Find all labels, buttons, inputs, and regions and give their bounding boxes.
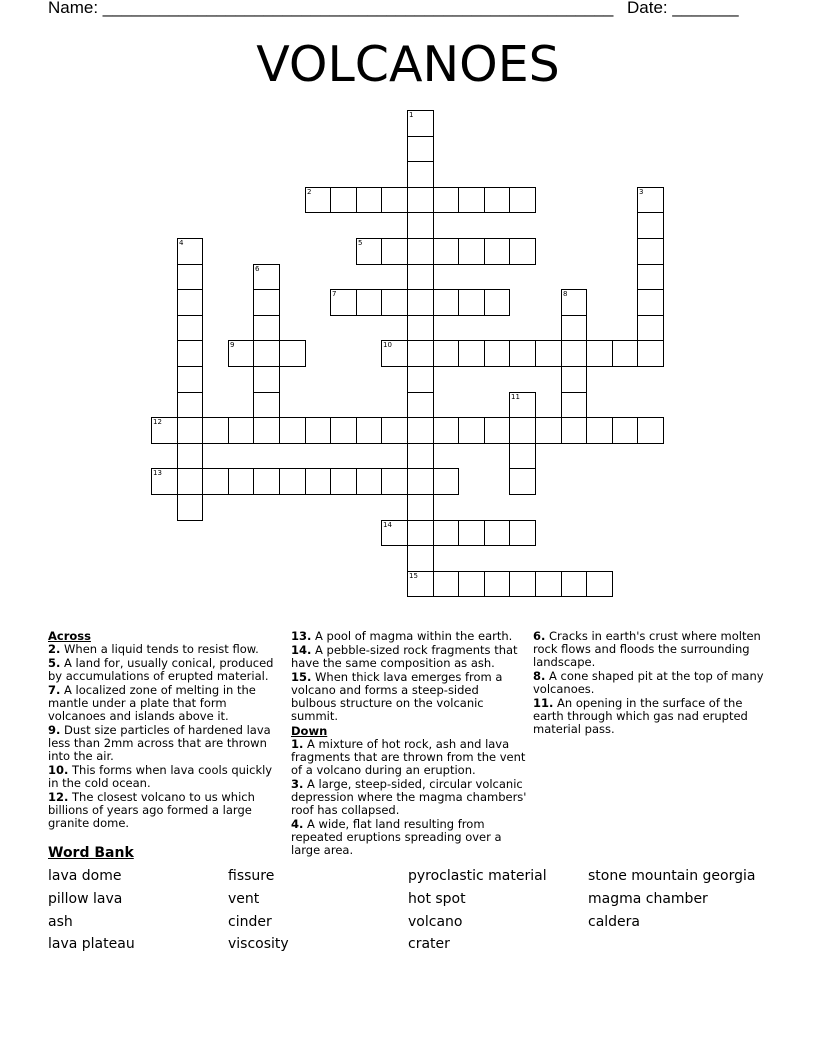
clue-across-2: 2. When a liquid tends to resist flow. xyxy=(48,642,259,656)
crossword-cell[interactable] xyxy=(228,468,254,495)
clue-number: 5 xyxy=(358,239,363,247)
clue-number: 1 xyxy=(409,111,414,119)
crossword-cell[interactable] xyxy=(433,340,459,367)
name-field-label: Name: ______________________________________________________ xyxy=(48,0,614,17)
clue-down-1: 1. A mixture of hot rock, ash and lava fragments that are thrown from the vent of a volcano during an eruption. xyxy=(291,737,526,777)
crossword-cell[interactable] xyxy=(433,417,459,444)
crossword-cell[interactable] xyxy=(535,571,562,597)
clue-number: 12 xyxy=(153,418,162,426)
crossword-cell[interactable] xyxy=(151,468,178,495)
crossword-cell[interactable] xyxy=(305,187,331,213)
crossword-cell[interactable] xyxy=(509,392,536,418)
crossword-cell[interactable] xyxy=(356,417,382,444)
clue-number: 3 xyxy=(639,188,644,196)
crossword-cell[interactable] xyxy=(509,238,536,265)
crossword-cell[interactable] xyxy=(381,340,408,367)
crossword-cell[interactable] xyxy=(561,289,587,316)
crossword-cell[interactable] xyxy=(509,571,536,597)
crossword-cell[interactable] xyxy=(509,520,536,546)
crossword-cell[interactable] xyxy=(202,417,229,444)
clue-number: 9 xyxy=(230,341,235,349)
crossword-cell[interactable] xyxy=(407,392,434,418)
crossword-cell[interactable] xyxy=(381,417,408,444)
down-heading: Down xyxy=(291,724,328,738)
crossword-cell[interactable] xyxy=(637,187,664,213)
crossword-cell[interactable] xyxy=(177,392,203,418)
crossword-cell[interactable] xyxy=(356,187,382,213)
crossword-cell[interactable] xyxy=(484,289,510,316)
crossword-cell[interactable] xyxy=(356,238,382,265)
crossword-cell[interactable] xyxy=(637,238,664,265)
crossword-cell[interactable] xyxy=(637,315,664,341)
crossword-cell[interactable] xyxy=(407,289,434,316)
crossword-cell[interactable] xyxy=(177,238,203,265)
crossword-cell[interactable] xyxy=(330,187,357,213)
crossword-cell[interactable] xyxy=(177,315,203,341)
crossword-cell[interactable] xyxy=(330,289,357,316)
crossword-cell[interactable] xyxy=(228,417,254,444)
crossword-cell[interactable] xyxy=(433,289,459,316)
crossword-cell[interactable] xyxy=(407,187,434,213)
crossword-cell[interactable] xyxy=(253,340,280,367)
crossword-cell[interactable] xyxy=(509,187,536,213)
word-bank-item: ash xyxy=(48,914,73,930)
crossword-cell[interactable] xyxy=(330,468,357,495)
crossword-cell[interactable] xyxy=(484,417,510,444)
crossword-cell[interactable] xyxy=(228,340,254,367)
clue-number: 6 xyxy=(255,265,260,273)
crossword-cell[interactable] xyxy=(407,315,434,341)
word-bank-item: lava plateau xyxy=(48,936,135,952)
crossword-cell[interactable] xyxy=(407,366,434,393)
crossword-cell[interactable] xyxy=(177,417,203,444)
clue-number: 7 xyxy=(332,290,337,298)
crossword-cell[interactable] xyxy=(433,187,459,213)
clue-across-10: 10. This forms when lava cools quickly in the cold ocean. xyxy=(48,763,273,790)
clue-number: 11 xyxy=(511,393,520,401)
crossword-cell[interactable] xyxy=(509,340,536,367)
clue-number: 15 xyxy=(409,572,418,580)
clue-across-12: 12. The closest volcano to us which billions of years ago formed a large granite dome. xyxy=(48,790,255,830)
crossword-cell[interactable] xyxy=(407,238,434,265)
clue-across-7: 7. A localized zone of melting in the mantle under a plate that form volcanoes and islands above it. xyxy=(48,683,256,723)
clue-across-5: 5. A land for, usually conical, produced by accumulations of erupted material. xyxy=(48,656,274,683)
crossword-cell[interactable] xyxy=(458,238,485,265)
word-bank-item: hot spot xyxy=(408,891,466,907)
crossword-cell[interactable] xyxy=(381,238,408,265)
crossword-cell[interactable] xyxy=(407,264,434,290)
crossword-cell[interactable] xyxy=(484,187,510,213)
crossword-cell[interactable] xyxy=(407,161,434,188)
crossword-cell[interactable] xyxy=(330,417,357,444)
clue-across-15: 15. When thick lava emerges from a volcano and forms a steep-sided bulbous structure on the volcanic summit. xyxy=(291,670,503,723)
crossword-cell[interactable] xyxy=(458,571,485,597)
clue-number: 10 xyxy=(383,341,392,349)
crossword-cell[interactable] xyxy=(612,340,638,367)
crossword-cell[interactable] xyxy=(484,571,510,597)
clue-number: 4 xyxy=(179,239,184,247)
crossword-cell[interactable] xyxy=(253,417,280,444)
crossword-cell[interactable] xyxy=(381,289,408,316)
crossword-cell[interactable] xyxy=(253,315,280,341)
crossword-cell[interactable] xyxy=(433,520,459,546)
crossword-cell[interactable] xyxy=(433,571,459,597)
crossword-cell[interactable] xyxy=(356,289,382,316)
crossword-cell[interactable] xyxy=(612,417,638,444)
clue-down-4: 4. A wide, flat land resulting from repeated eruptions spreading over a large area. xyxy=(291,817,502,857)
word-bank-item: stone mountain georgia xyxy=(588,868,756,884)
crossword-cell[interactable] xyxy=(535,340,562,367)
word-bank-title: Word Bank xyxy=(48,845,134,861)
crossword-cell[interactable] xyxy=(177,366,203,393)
clue-number: 8 xyxy=(563,290,568,298)
crossword-cell[interactable] xyxy=(407,136,434,162)
crossword-cell[interactable] xyxy=(381,520,408,546)
crossword-cell[interactable] xyxy=(458,520,485,546)
clue-across-9: 9. Dust size particles of hardened lava less than 2mm across that are thrown into the air. xyxy=(48,723,271,763)
crossword-cell[interactable] xyxy=(484,520,510,546)
crossword-cell[interactable] xyxy=(177,289,203,316)
across-heading: Across xyxy=(48,629,91,643)
clue-down-8: 8. A cone shaped pit at the top of many volcanoes. xyxy=(533,669,764,696)
crossword-cell[interactable] xyxy=(458,340,485,367)
crossword-cell[interactable] xyxy=(509,417,536,444)
clue-down-6: 6. Cracks in earth's crust where molten rock flows and floods the surrounding landscape. xyxy=(533,629,761,669)
crossword-cell[interactable] xyxy=(253,289,280,316)
crossword-cell[interactable] xyxy=(561,315,587,341)
word-bank-item: vent xyxy=(228,891,260,907)
crossword-cell[interactable] xyxy=(509,443,536,469)
crossword-cell[interactable] xyxy=(305,417,331,444)
crossword-cell[interactable] xyxy=(458,187,485,213)
crossword-cell[interactable] xyxy=(535,417,562,444)
word-bank-item: caldera xyxy=(588,914,641,930)
crossword-cell[interactable] xyxy=(407,417,434,444)
crossword-cell[interactable] xyxy=(253,366,280,393)
crossword-cell[interactable] xyxy=(637,212,664,239)
word-bank-item: pyroclastic material xyxy=(408,868,547,884)
clue-down-11: 11. An opening in the surface of the earth through which gas nad erupted material pass. xyxy=(533,696,748,736)
word-bank-item: crater xyxy=(408,936,450,952)
crossword-cell[interactable] xyxy=(279,417,306,444)
clues-column-3 xyxy=(533,630,769,737)
crossword-cell[interactable] xyxy=(586,417,613,444)
word-bank-item: volcano xyxy=(408,914,463,930)
date-field-label: Date: _______ xyxy=(627,0,739,17)
crossword-cell[interactable] xyxy=(407,110,434,137)
crossword-cell[interactable] xyxy=(177,443,203,469)
word-bank-item: fissure xyxy=(228,868,275,884)
crossword-cell[interactable] xyxy=(407,520,434,546)
crossword-cell[interactable] xyxy=(177,468,203,495)
word-bank-item: pillow lava xyxy=(48,891,123,907)
crossword-cell[interactable] xyxy=(637,264,664,290)
crossword-cell[interactable] xyxy=(177,340,203,367)
crossword-cell[interactable] xyxy=(407,545,434,572)
crossword-cell[interactable] xyxy=(279,468,306,495)
crossword-cell[interactable] xyxy=(637,340,664,367)
crossword-cell[interactable] xyxy=(637,289,664,316)
crossword-cell[interactable] xyxy=(407,443,434,469)
crossword-cell[interactable] xyxy=(637,417,664,444)
crossword-cell[interactable] xyxy=(177,494,203,521)
clues-column-1 xyxy=(48,628,284,831)
word-bank-item: magma chamber xyxy=(588,891,708,907)
crossword-cell[interactable] xyxy=(407,494,434,521)
crossword-cell[interactable] xyxy=(407,571,434,597)
crossword-cell[interactable] xyxy=(586,571,613,597)
crossword-cell[interactable] xyxy=(561,392,587,418)
crossword-cell[interactable] xyxy=(253,392,280,418)
crossword-cell[interactable] xyxy=(407,468,434,495)
crossword-cell[interactable] xyxy=(458,417,485,444)
crossword-cell[interactable] xyxy=(433,238,459,265)
crossword-cell[interactable] xyxy=(381,468,408,495)
crossword-cell[interactable] xyxy=(177,264,203,290)
clue-across-14: 14. A pebble-sized rock fragments that have the same composition as ash. xyxy=(291,643,518,670)
clue-number: 14 xyxy=(383,521,392,529)
crossword-cell[interactable] xyxy=(433,468,459,495)
clue-number: 2 xyxy=(307,188,312,196)
crossword-cell[interactable] xyxy=(586,340,613,367)
crossword-cell[interactable] xyxy=(561,571,587,597)
crossword-cell[interactable] xyxy=(484,340,510,367)
crossword-cell[interactable] xyxy=(202,468,229,495)
clue-number: 13 xyxy=(153,469,162,477)
crossword-cell[interactable] xyxy=(407,212,434,239)
crossword-cell[interactable] xyxy=(381,187,408,213)
crossword-cell[interactable] xyxy=(458,289,485,316)
word-bank-item: lava dome xyxy=(48,868,122,884)
clue-down-3: 3. A large, steep-sided, circular volcanic depression where the magma chambers' roof has collapsed. xyxy=(291,777,527,817)
crossword-cell[interactable] xyxy=(561,340,587,367)
crossword-cell[interactable] xyxy=(561,366,587,393)
crossword-cell[interactable] xyxy=(356,468,382,495)
crossword-cell[interactable] xyxy=(305,468,331,495)
crossword-cell[interactable] xyxy=(279,340,306,367)
crossword-cell[interactable] xyxy=(151,417,178,444)
crossword-cell[interactable] xyxy=(561,417,587,444)
crossword-cell[interactable] xyxy=(253,468,280,495)
page-title: VOLCANOES xyxy=(256,36,560,93)
clue-across-13: 13. A pool of magma within the earth. xyxy=(291,629,513,643)
clues-column-2 xyxy=(291,630,527,858)
crossword-cell[interactable] xyxy=(484,238,510,265)
crossword-cell[interactable] xyxy=(407,340,434,367)
word-bank-item: cinder xyxy=(228,914,272,930)
crossword-cell[interactable] xyxy=(253,264,280,290)
word-bank-item: viscosity xyxy=(228,936,289,952)
crossword-cell[interactable] xyxy=(509,468,536,495)
